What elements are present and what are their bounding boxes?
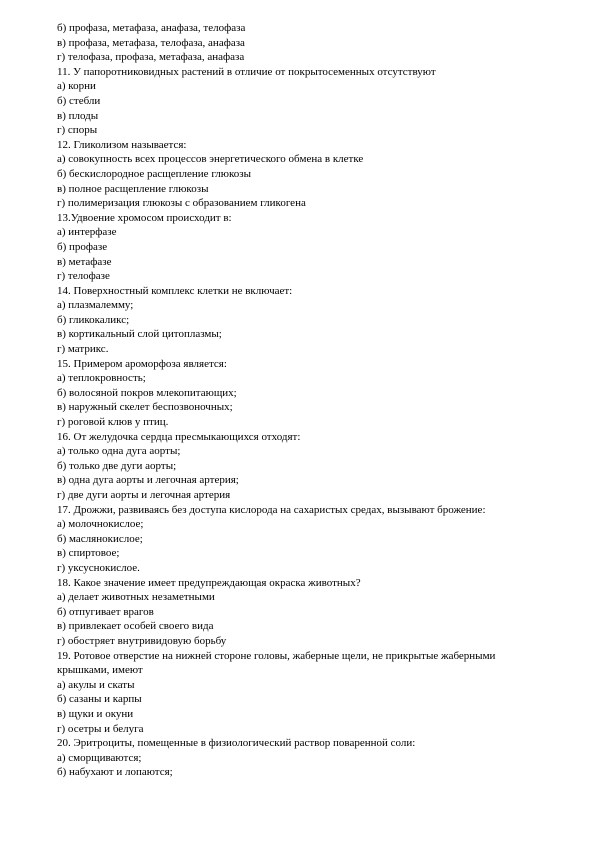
answer-option: в) щуки и окуни [57,707,134,720]
question-18: 18. Какое значение имеет предупреждающая окраска животных? [57,576,361,589]
answer-option: б) бескислородное расщепление глюкозы [57,167,251,180]
answer-option: а) только одна дуга аорты; [57,445,181,458]
answer-option: а) интерфазе [57,226,117,239]
answer-option: б) волосяной покров млекопитающих; [57,386,237,399]
answer-option: а) совокупность всех процессов энергетического обмена в клетке [57,153,364,166]
answer-option: г) роговой клюв у птиц. [57,416,169,429]
question-13: 13.Удвоение хромосом происходит в: [57,211,232,224]
answer-option: б) набухают и лопаются; [57,766,173,779]
answer-option: б) профаза, метафаза, анафаза, телофаза [57,22,246,34]
answer-option: г) телофаза, профаза, метафаза, анафаза [57,51,245,64]
answer-option: б) отпугивает врагов [57,605,154,618]
answer-option: а) делает животных незаметными [57,591,215,604]
answer-option: б) стебли [57,94,101,107]
answer-option: б) профазе [57,240,108,253]
answer-option: г) матрикс. [57,343,109,356]
answer-option: в) спиртовое; [57,547,120,560]
answer-option: г) две дуги аорты и легочная артерия [57,489,231,501]
answer-option: в) привлекает особей своего вида [57,620,214,633]
answer-option: в) кортикальный слой цитоплазмы; [57,328,222,341]
answer-option: г) осетры и белуга [57,722,144,735]
document-page [57,21,542,780]
answer-option: в) метафазе [57,255,112,268]
answer-option: в) полное расщепление глюкозы [57,182,209,195]
answer-option: а) теплокровность; [57,372,146,385]
answer-option: б) гликокаликс; [57,313,130,326]
answer-option: б) маслянокислое; [57,532,143,545]
answer-option: г) споры [57,124,98,137]
question-12: 12. Гликолизом называется: [57,138,187,151]
answer-option: г) полимеризация глюкозы с образованием гликогена [57,197,306,210]
answer-option: а) молочнокислое; [57,518,144,531]
question-17: 17. Дрожжи, развиваясь без доступа кислорода на сахаристых средах, вызывают брожение: [57,503,486,516]
question-14: 14. Поверхностный комплекс клетки не включает: [57,284,293,297]
question-16: 16. От желудочка сердца пресмыкающихся отходят: [57,430,301,443]
answer-option: в) одна дуга аорты и легочная артерия; [57,474,239,487]
answer-option: а) сморщиваются; [57,751,142,764]
answer-option: в) плоды [57,109,99,122]
answer-option: б) сазаны и карпы [57,693,142,706]
answer-option: а) плазмалемму; [57,299,134,312]
question-19: 19. Ротовое отверстие на нижней стороне головы, жаберные щели, не прикрытые жаберными крышками, имеют [57,649,496,677]
answer-option: а) корни [57,80,96,93]
answer-option: в) профаза, метафаза, телофаза, анафаза [57,36,245,49]
answer-option: г) обостряет внутривидовую борьбу [57,634,227,647]
question-20: 20. Эритроциты, помещенные в физиологический раствор поваренной соли: [57,737,416,750]
question-11: 11. У папоротниковидных растений в отличие от покрытосеменных отсутствуют [57,65,436,78]
answer-option: г) уксуснокислое. [57,561,140,574]
question-15: 15. Примером ароморфоза является: [57,357,227,370]
answer-option: в) наружный скелет беспозвоночных; [57,401,233,414]
answer-option: б) только две дуги аорты; [57,459,177,472]
answer-option: а) акулы и скаты [57,678,135,691]
answer-option: г) телофазе [57,270,110,283]
